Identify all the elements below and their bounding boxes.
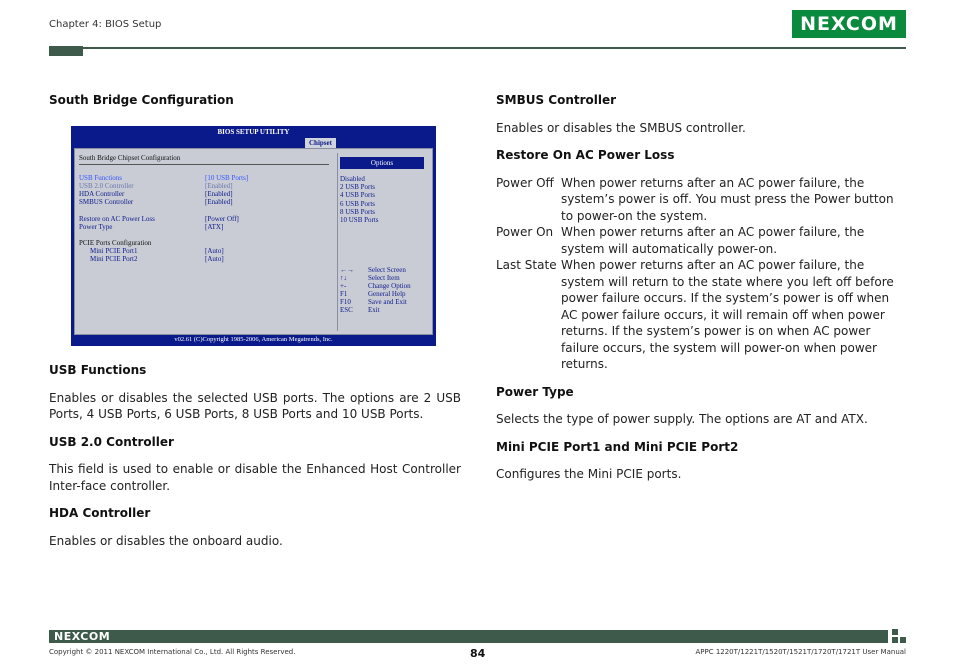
bios-row-value: [Auto]: [205, 247, 224, 255]
bios-header-rule: [79, 164, 329, 165]
power-option-last-state: [496, 257, 908, 373]
bios-key-desc: Select Item: [368, 274, 400, 282]
power-option-def: When power returns after an AC power failure, the system’s power is off. You must press the Power button to power-on the system.: [561, 175, 894, 223]
bios-key-desc: General Help: [368, 290, 406, 298]
header-accent-bar: [49, 46, 83, 56]
bios-row-value: [Enabled]: [205, 198, 233, 206]
power-type-text: Selects the type of power supply. The options are AT and ATX.: [496, 412, 868, 426]
bios-panel: [74, 148, 433, 335]
bios-key: F10: [340, 298, 351, 306]
power-option-def: When power returns after an AC power failure, the system will return to the state where you left off before power failure occurs. If the system’s power is off when AC power failure occurs, it will remain off when power returns. If the system’s power is on when AC power failure occurs, the system will power-on when power returns.: [561, 258, 894, 371]
hda-text: Enables or disables the onboard audio.: [49, 533, 283, 548]
smbus-text: Enables or disables the SMBUS controller.: [496, 120, 746, 135]
bios-option: 2 USB Ports: [340, 183, 376, 191]
bios-row-label: USB Functions: [79, 174, 122, 182]
bios-row-label: HDA Controller: [79, 190, 125, 198]
left-column: [49, 92, 461, 109]
page-number: 84: [470, 647, 486, 660]
usb-functions-text: Enables or disables the selected USB ports. The options are 2 USB Ports, 4 USB Ports, 6 USB Ports, 8 USB Ports and 10 USB Ports.: [49, 390, 461, 421]
section-title-usb2: USB 2.0 Controller: [49, 434, 174, 449]
bios-help-pane: [337, 153, 429, 331]
right-column: [496, 92, 908, 483]
manual-title: APPC 1220T/1221T/1520T/1521T/1720T/1721T User Manual: [695, 648, 906, 656]
bios-option: 4 USB Ports: [340, 191, 376, 199]
bios-row-value: [Enabled]: [205, 182, 233, 190]
bios-main-pane: [79, 153, 332, 331]
mini-pcie-text: Configures the Mini PCIE ports.: [496, 467, 682, 481]
power-option-term: Power Off: [496, 175, 554, 190]
section-title-mini-pcie: Mini PCIE Port1 and Mini PCIE Port2: [496, 439, 739, 454]
bios-options-header: Options: [340, 157, 424, 169]
section-title-restore-ac: Restore On AC Power Loss: [496, 148, 675, 162]
footer-square: [892, 629, 898, 635]
chapter-title: Chapter 4: BIOS Setup: [49, 19, 162, 30]
section-title-usb-functions: USB Functions: [49, 363, 147, 377]
bios-row-value: [10 USB Ports]: [205, 174, 249, 182]
bios-key: +-: [340, 282, 347, 290]
power-option-off: [496, 175, 908, 225]
logo-text: NEXCOM: [800, 13, 898, 35]
bios-row-label: Mini PCIE Port2: [90, 255, 138, 263]
footer-square: [892, 637, 898, 643]
section-title-smbus: SMBUS Controller: [496, 93, 617, 107]
power-option-term: Power On: [496, 225, 554, 239]
bios-row-label: Restore on AC Power Loss: [79, 215, 155, 223]
bios-screenshot: [71, 126, 436, 346]
bios-row-value: [ATX]: [205, 223, 224, 231]
bios-row-value: [Power Off]: [205, 215, 239, 223]
bios-option: 6 USB Ports: [340, 200, 376, 208]
footer-square: [900, 637, 906, 643]
bios-key: ESC: [340, 306, 353, 314]
bios-key: F1: [340, 290, 348, 298]
nexcom-logo: [792, 10, 906, 38]
bios-option: Disabled: [340, 175, 365, 183]
footer-logo: NEXCOM: [54, 630, 111, 643]
section-title-south-bridge: South Bridge Configuration: [49, 93, 234, 107]
bios-row-label: Mini PCIE Port1: [90, 247, 138, 255]
bios-row-value: [Enabled]: [205, 190, 233, 198]
power-option-term: Last State: [496, 258, 557, 272]
bios-row-value: [Auto]: [205, 255, 224, 263]
bios-row-label: PCIE Ports Configuration: [79, 239, 152, 247]
header-rule: [49, 47, 906, 49]
footer-bar: [49, 630, 888, 643]
bios-key-desc: Exit: [368, 306, 380, 314]
bios-title: BIOS SETUP UTILITY: [217, 128, 290, 136]
bios-key-desc: Select Screen: [368, 266, 406, 274]
usb2-text: This field is used to enable or disable the Enhanced Host Controller Inter-face controller.: [49, 462, 461, 493]
bios-key-desc: Save and Exit: [368, 298, 407, 306]
bios-panel-header: South Bridge Chipset Configuration: [79, 154, 181, 162]
copyright-text: Copyright © 2011 NEXCOM International Co., Ltd. All Rights Reserved.: [49, 648, 296, 656]
bios-row-label: SMBUS Controller: [79, 198, 134, 206]
bios-option: 10 USB Ports: [340, 216, 379, 224]
bios-tab-chipset: Chipset: [305, 138, 336, 148]
bios-copyright: v02.61 (C)Copyright 1985-2006, American Megatrends, Inc.: [174, 336, 333, 343]
bios-key: ←→: [340, 266, 354, 274]
bios-key: ↑↓: [340, 274, 347, 282]
power-option-on: [496, 224, 908, 257]
left-column-text: [49, 362, 461, 549]
bios-row-label: Power Type: [79, 223, 113, 231]
power-option-def: When power returns after an AC power failure, the system will automatically power-on.: [561, 225, 865, 256]
section-title-hda: HDA Controller: [49, 506, 151, 520]
bios-key-desc: Change Option: [368, 282, 411, 290]
bios-row-label: USB 2.0 Controller: [79, 182, 134, 190]
section-title-power-type: Power Type: [496, 384, 574, 399]
bios-option: 8 USB Ports: [340, 208, 376, 216]
